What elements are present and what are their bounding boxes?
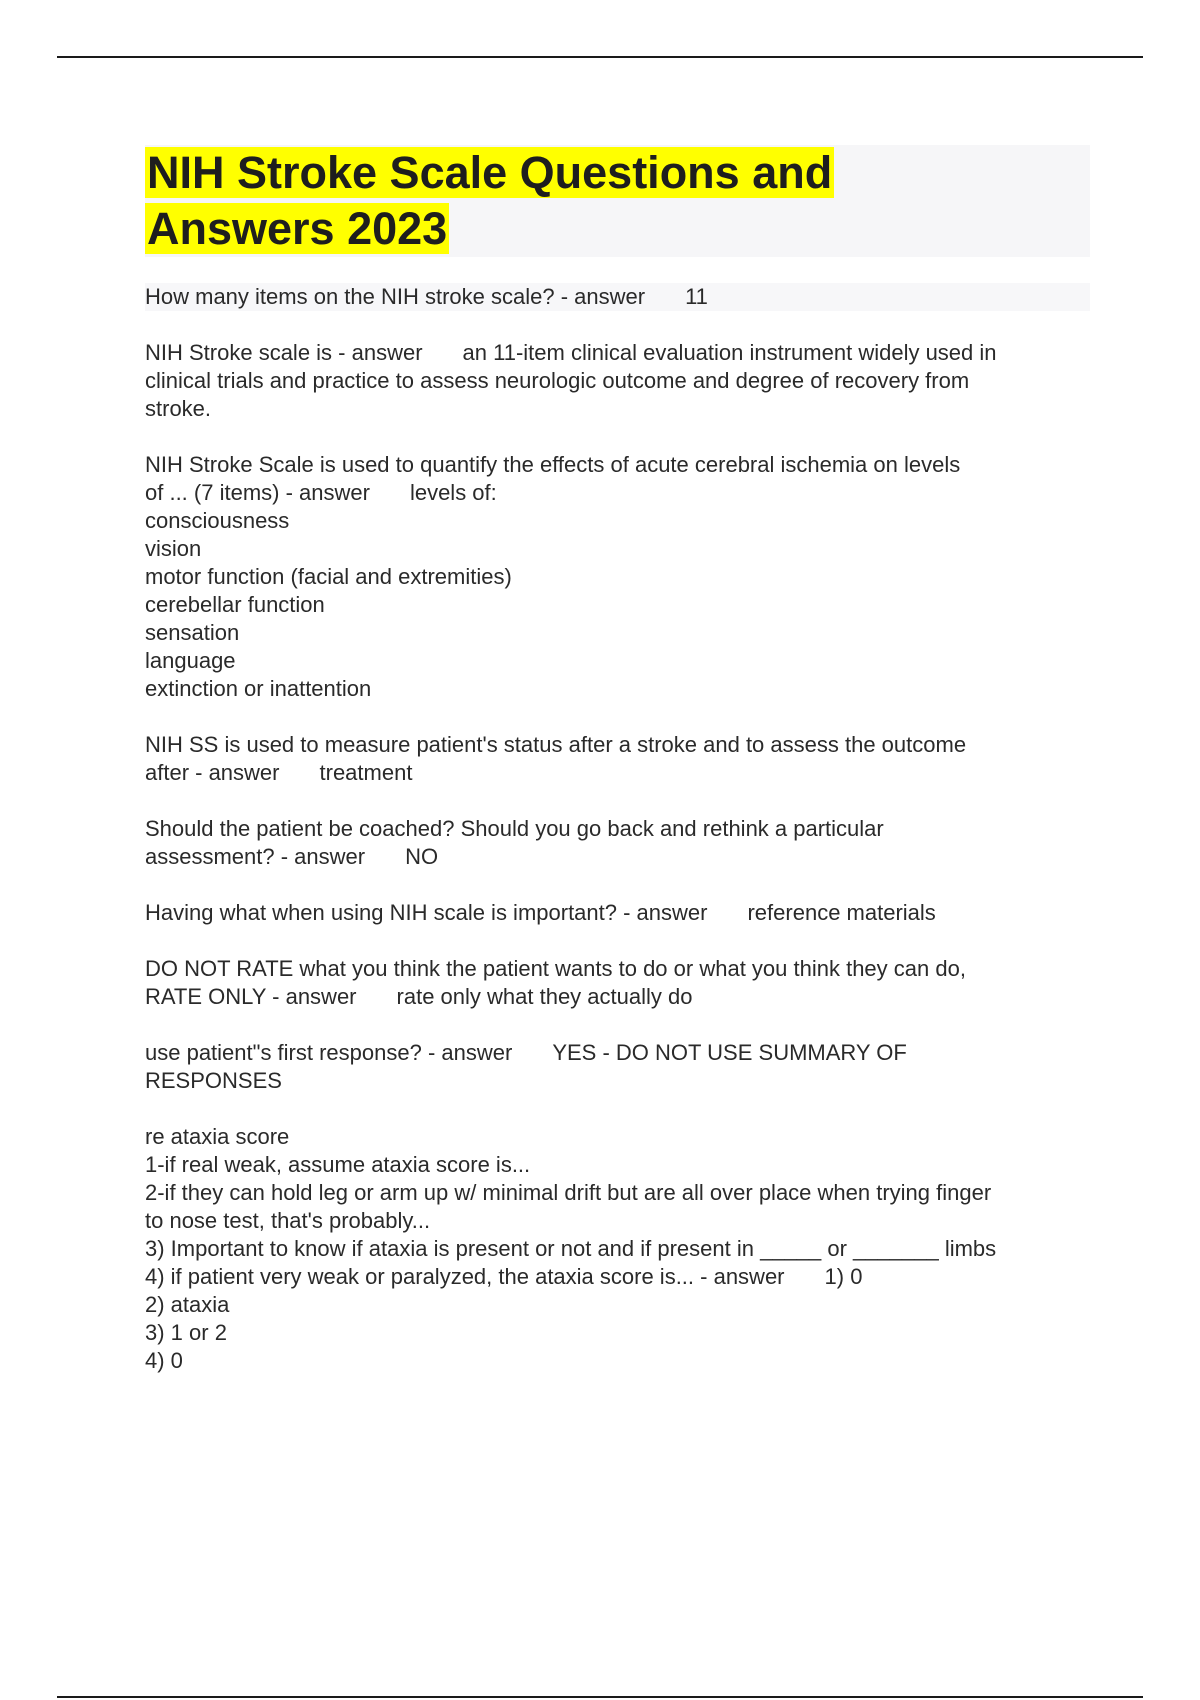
question-line: 2-if they can hold leg or arm up w/ minimal drift but are all over place when trying finger — [145, 1180, 992, 1205]
question: use patient"s first response? - answer — [145, 1040, 513, 1065]
list-item: cerebellar function — [145, 592, 325, 617]
question: assessment? - answer — [145, 844, 366, 869]
question-line: re ataxia score — [145, 1124, 290, 1149]
top-rule — [57, 56, 1143, 58]
answer: NO — [405, 844, 439, 869]
answer: 1) 0 — [824, 1264, 863, 1289]
question: after - answer — [145, 760, 280, 785]
list-item: motor function (facial and extremities) — [145, 564, 512, 589]
list-item: language — [145, 648, 236, 673]
answer: 11 — [685, 284, 708, 309]
question-line: NIH Stroke Scale is used to quantify the effects of acute cerebral ischemia on levels — [145, 452, 961, 477]
question: 4) if patient very weak or paralyzed, the ataxia score is... - answer — [145, 1264, 785, 1289]
list-item: extinction or inattention — [145, 676, 372, 701]
answer: an 11-item clinical evaluation instrument widely used in — [462, 340, 997, 365]
answer: reference materials — [747, 900, 936, 925]
answer: rate only what they actually do — [396, 984, 693, 1009]
answer-line: 3) 1 or 2 — [145, 1320, 227, 1345]
qa-item-6 — [145, 899, 1090, 927]
title-line-2: Answers 2023 — [147, 203, 448, 254]
answer-line: 2) ataxia — [145, 1292, 230, 1317]
answer: YES - DO NOT USE SUMMARY OF — [552, 1040, 907, 1065]
question: of ... (7 items) - answer — [145, 480, 370, 505]
answer: treatment — [319, 760, 413, 785]
page-title — [145, 145, 1090, 257]
qa-item-1 — [145, 283, 1090, 311]
qa-item-5 — [145, 815, 1090, 871]
question: RATE ONLY - answer — [145, 984, 357, 1009]
qa-item-2 — [145, 339, 1090, 423]
list-item: consciousness — [145, 508, 290, 533]
answer-line: 4) 0 — [145, 1348, 183, 1373]
list-item: sensation — [145, 620, 240, 645]
title-line-1: NIH Stroke Scale Questions and — [147, 147, 833, 198]
list-item: vision — [145, 536, 202, 561]
bottom-rule — [57, 1696, 1143, 1698]
qa-item-4 — [145, 731, 1090, 787]
answer: levels of: — [409, 480, 497, 505]
question: NIH Stroke scale is - answer — [145, 340, 423, 365]
answer-line: clinical trials and practice to assess neurologic outcome and degree of recovery from — [145, 368, 970, 393]
question-line: NIH SS is used to measure patient's status after a stroke and to assess the outcome — [145, 732, 967, 757]
question-line: Should the patient be coached? Should you go back and rethink a particular — [145, 816, 884, 841]
question: How many items on the NIH stroke scale? - answer — [145, 284, 646, 309]
answer-line: stroke. — [145, 396, 212, 421]
question-line: DO NOT RATE what you think the patient wants to do or what you think they can do, — [145, 956, 966, 981]
question-line: 3) Important to know if ataxia is present or not and if present in _____ or _______ limbs — [145, 1236, 997, 1261]
document-body — [145, 145, 1090, 1403]
question-line: to nose test, that's probably... — [145, 1208, 431, 1233]
question: Having what when using NIH scale is important? - answer — [145, 900, 708, 925]
answer-line: RESPONSES — [145, 1068, 282, 1093]
question-line: 1-if real weak, assume ataxia score is... — [145, 1152, 531, 1177]
qa-item-3 — [145, 451, 1090, 703]
title-block — [145, 145, 1090, 257]
qa-item-7 — [145, 955, 1090, 1011]
qa-item-9 — [145, 1123, 1090, 1375]
qa-item-8 — [145, 1039, 1090, 1095]
